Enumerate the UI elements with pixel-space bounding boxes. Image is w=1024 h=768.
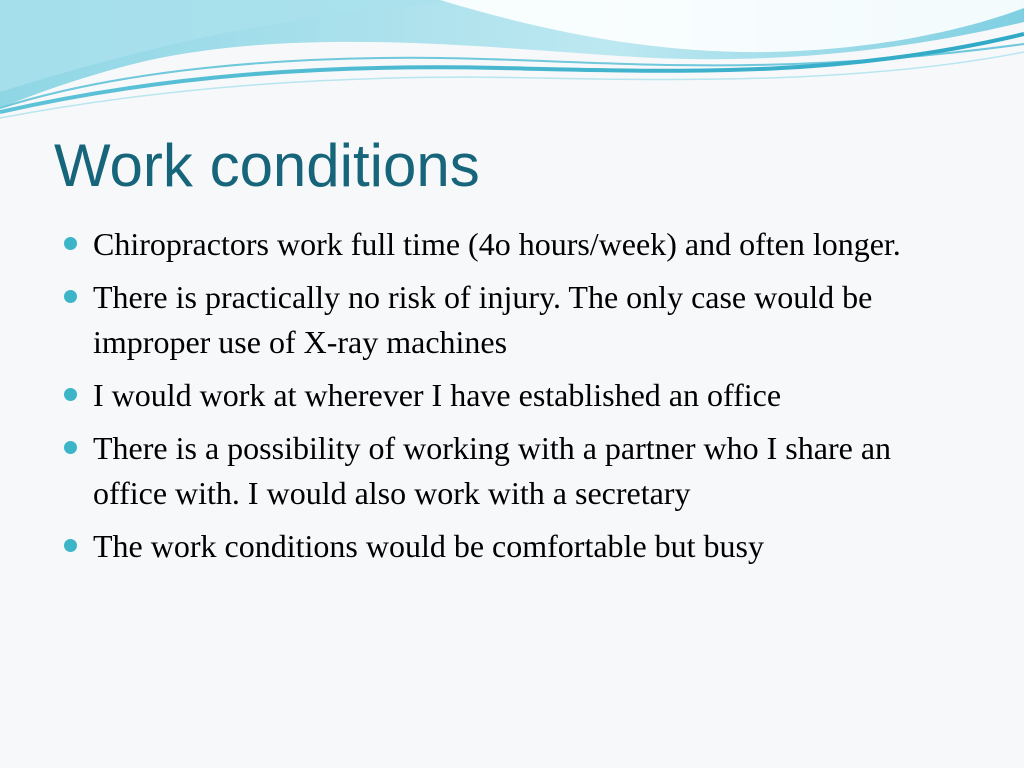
bullet-text: There is practically no risk of injury. The only case would be improper use of X-ray machines	[93, 279, 873, 360]
bullet-text: The work conditions would be comfortable but busy	[93, 528, 764, 564]
circle-bullet-icon	[64, 290, 77, 303]
bullet-text: Chiropractors work full time (4o hours/week) and often longer.	[93, 226, 901, 262]
circle-bullet-icon	[64, 388, 77, 401]
bullet-text: There is a possibility of working with a partner who I share an office with. I would also work with a secretary	[93, 430, 892, 511]
circle-bullet-icon	[64, 539, 77, 552]
bullet-item	[62, 524, 972, 569]
slide-title: Work conditions	[54, 132, 480, 199]
bullet-text: I would work at wherever I have established an office	[93, 377, 782, 413]
bullet-list	[62, 222, 972, 577]
circle-bullet-icon	[64, 441, 77, 454]
bullet-item	[62, 426, 972, 516]
circle-bullet-icon	[64, 237, 77, 250]
wave-decoration-icon	[0, 0, 1024, 130]
bullet-item	[62, 222, 972, 267]
bullet-item	[62, 275, 972, 365]
bullet-item	[62, 373, 972, 418]
